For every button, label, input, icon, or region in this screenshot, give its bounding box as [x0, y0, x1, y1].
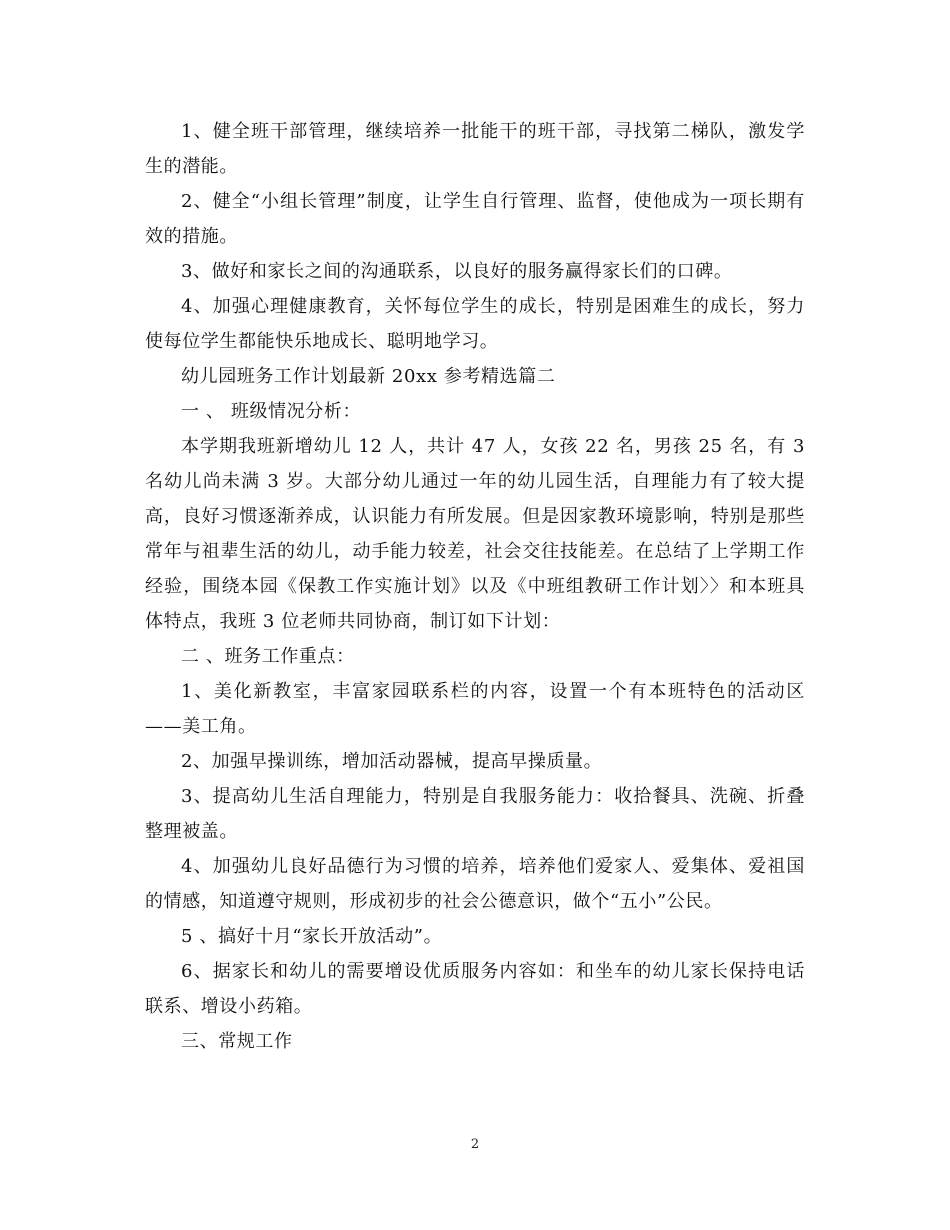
page-number: 2: [470, 1137, 480, 1152]
subheading-routine-work: 三、常规工作: [181, 1031, 293, 1052]
paragraph-morning-exercise: 2、加强早操训练，增加活动器械，提高早操质量。: [181, 751, 603, 772]
subheading-work-focus: 二 、班务工作重点：: [181, 646, 355, 667]
paragraph-open-day: 5 、搞好十月“家长开放活动”。: [181, 926, 443, 947]
paragraph-quality-service: 6、据家长和幼儿的需要增设优质服务内容如：和坐车的幼儿家长保持电话联系、增设小药箱。: [145, 961, 805, 1017]
section-heading-part-two: 幼儿园班务工作计划最新 20xx 参考精选篇二: [181, 366, 556, 387]
paragraph-class-situation: 本学期我班新增幼儿 12 人，共计 47 人，女孩 22 名，男孩 25 名，有 3 名幼儿尚未满 3 岁。大部分幼儿通过一年的幼儿园生活，自理能力有了较大提高，良好习惯逐渐养成，认识能力有所发展。但是因家教环境影响，特别是那些常年与祖辈生活的幼儿，动手能力较差，社会交往技能差。在总结了上学期工作经验，围绕本园《保教工作实施计划》以及《中班组教研工作计划〉〉和本班具体特点，我班 3 位老师共同协商，制订如下计划：: [145, 436, 805, 632]
paragraph-classroom-beautify: 1、美化新教室，丰富家园联系栏的内容，设置一个有本班特色的活动区——美工角。: [145, 681, 805, 737]
document-body: [145, 114, 805, 1059]
paragraph-moral-habits: 4、加强幼儿良好品德行为习惯的培养，培养他们爱家人、爱集体、爱祖国的情感，知道遵守规则，形成初步的社会公德意识，做个“五小”公民。: [145, 856, 805, 912]
paragraph-group-leader-system: 2、健全“小组长管理”制度，让学生自行管理、监督，使他成为一项长期有效的措施。: [145, 191, 805, 247]
subheading-class-analysis: 一 、 班级情况分析：: [181, 401, 362, 422]
paragraph-class-cadre-management: 1、健全班干部管理，继续培养一批能干的班干部，寻找第二梯队，激发学生的潜能。: [145, 121, 805, 177]
paragraph-mental-health: 4、加强心理健康教育，关怀每位学生的成长，特别是困难生的成长，努力使每位学生都能快乐地成长、聪明地学习。: [145, 296, 805, 352]
paragraph-self-care: 3、提高幼儿生活自理能力，特别是自我服务能力：收拾餐具、洗碗、折叠整理被盖。: [145, 786, 805, 842]
paragraph-parent-communication: 3、做好和家长之间的沟通联系，以良好的服务赢得家长们的口碑。: [181, 261, 733, 282]
